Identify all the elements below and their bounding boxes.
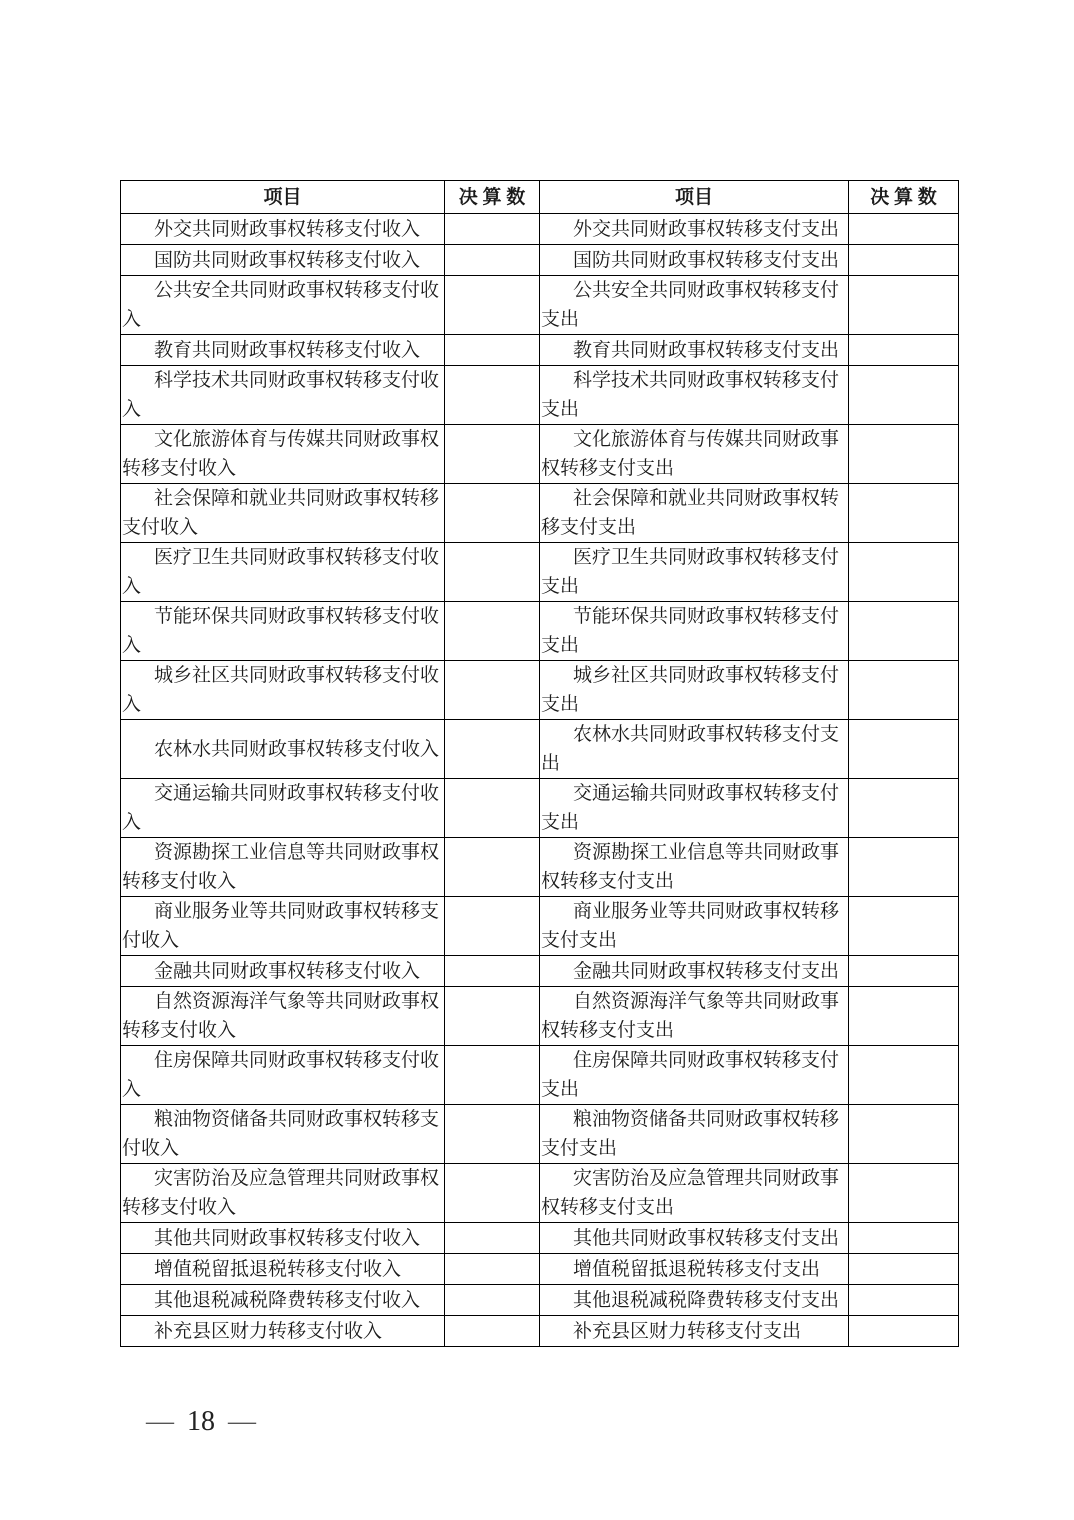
item-cell-expense: 增值税留抵退税转移支付支出 [540,1254,849,1285]
item-cell-income: 交通运输共同财政事权转移支付收入 [121,779,445,838]
page-number [146,1406,256,1438]
header-item-right: 项目 [540,181,849,214]
table-row [121,987,959,1046]
item-cell-income: 其他退税减税降费转移支付收入 [121,1285,445,1316]
table-row [121,335,959,366]
item-cell-expense: 粮油物资储备共同财政事权转移支付支出 [540,1105,849,1164]
item-cell-income: 农林水共同财政事权转移支付收入 [121,720,445,779]
item-cell-income: 城乡社区共同财政事权转移支付收入 [121,661,445,720]
item-cell-expense: 补充县区财力转移支付支出 [540,1316,849,1347]
value-cell-income [445,366,540,425]
value-cell-income [445,1254,540,1285]
table-row [121,484,959,543]
item-cell-expense: 住房保障共同财政事权转移支付支出 [540,1046,849,1105]
value-cell-expense [849,1254,959,1285]
value-cell-expense [849,987,959,1046]
item-cell-income: 自然资源海洋气象等共同财政事权转移支付收入 [121,987,445,1046]
item-cell-expense: 教育共同财政事权转移支付支出 [540,335,849,366]
value-cell-expense [849,602,959,661]
value-cell-income [445,897,540,956]
header-final-amount-right: 决 算 数 [849,181,959,214]
page-number-value: 18 [187,1406,215,1437]
item-cell-expense: 自然资源海洋气象等共同财政事权转移支付支出 [540,987,849,1046]
value-cell-expense [849,838,959,897]
value-cell-expense [849,897,959,956]
table-row [121,214,959,245]
value-cell-income [445,1223,540,1254]
item-cell-expense: 社会保障和就业共同财政事权转移支付支出 [540,484,849,543]
item-cell-income: 社会保障和就业共同财政事权转移支付收入 [121,484,445,543]
value-cell-expense [849,720,959,779]
value-cell-expense [849,1046,959,1105]
value-cell-expense [849,779,959,838]
item-cell-income: 资源勘探工业信息等共同财政事权转移支付收入 [121,838,445,897]
value-cell-income [445,543,540,602]
item-cell-income: 节能环保共同财政事权转移支付收入 [121,602,445,661]
item-cell-income: 教育共同财政事权转移支付收入 [121,335,445,366]
table-header [121,181,959,214]
item-cell-expense: 科学技术共同财政事权转移支付支出 [540,366,849,425]
table-row [121,661,959,720]
item-cell-income: 商业服务业等共同财政事权转移支付收入 [121,897,445,956]
item-cell-income: 补充县区财力转移支付收入 [121,1316,445,1347]
value-cell-expense [849,543,959,602]
item-cell-expense: 金融共同财政事权转移支付支出 [540,956,849,987]
table-row [121,366,959,425]
table-row [121,1046,959,1105]
item-cell-expense: 外交共同财政事权转移支付支出 [540,214,849,245]
value-cell-income [445,484,540,543]
value-cell-expense [849,245,959,276]
value-cell-expense [849,1223,959,1254]
table-row [121,1105,959,1164]
table-body [121,214,959,1347]
table-row [121,1285,959,1316]
value-cell-expense [849,335,959,366]
item-cell-expense: 城乡社区共同财政事权转移支付支出 [540,661,849,720]
table-row [121,543,959,602]
table-row [121,602,959,661]
table-header-row [121,181,959,214]
value-cell-expense [849,1285,959,1316]
item-cell-expense: 商业服务业等共同财政事权转移支付支出 [540,897,849,956]
item-cell-income: 文化旅游体育与传媒共同财政事权转移支付收入 [121,425,445,484]
table-row [121,245,959,276]
table-row [121,276,959,335]
item-cell-income: 灾害防治及应急管理共同财政事权转移支付收入 [121,1164,445,1223]
item-cell-income: 粮油物资储备共同财政事权转移支付收入 [121,1105,445,1164]
item-cell-income: 医疗卫生共同财政事权转移支付收入 [121,543,445,602]
item-cell-expense: 交通运输共同财政事权转移支付支出 [540,779,849,838]
item-cell-expense: 灾害防治及应急管理共同财政事权转移支付支出 [540,1164,849,1223]
table-row [121,1223,959,1254]
item-cell-expense: 节能环保共同财政事权转移支付支出 [540,602,849,661]
item-cell-income: 国防共同财政事权转移支付收入 [121,245,445,276]
value-cell-expense [849,425,959,484]
value-cell-income [445,956,540,987]
value-cell-income [445,661,540,720]
item-cell-expense: 其他退税减税降费转移支付支出 [540,1285,849,1316]
value-cell-income [445,1316,540,1347]
table-row [121,1164,959,1223]
item-cell-expense: 医疗卫生共同财政事权转移支付支出 [540,543,849,602]
item-cell-expense: 资源勘探工业信息等共同财政事权转移支付支出 [540,838,849,897]
table-row [121,1254,959,1285]
table-row [121,956,959,987]
value-cell-income [445,425,540,484]
value-cell-income [445,245,540,276]
item-cell-income: 增值税留抵退税转移支付收入 [121,1254,445,1285]
value-cell-expense [849,661,959,720]
transfer-payment-table [120,180,959,1347]
value-cell-income [445,1285,540,1316]
value-cell-income [445,214,540,245]
item-cell-expense: 其他共同财政事权转移支付支出 [540,1223,849,1254]
header-final-amount-left: 决 算 数 [445,181,540,214]
value-cell-expense [849,956,959,987]
table-row [121,838,959,897]
value-cell-income [445,838,540,897]
value-cell-income [445,1164,540,1223]
page-number-dash-right: — [228,1406,256,1437]
value-cell-expense [849,366,959,425]
value-cell-income [445,1046,540,1105]
page-number-dash-left: — [146,1406,174,1437]
value-cell-income [445,335,540,366]
value-cell-income [445,987,540,1046]
item-cell-income: 外交共同财政事权转移支付收入 [121,214,445,245]
item-cell-income: 其他共同财政事权转移支付收入 [121,1223,445,1254]
value-cell-expense [849,1164,959,1223]
table-row [121,779,959,838]
item-cell-expense: 农林水共同财政事权转移支付支出 [540,720,849,779]
value-cell-expense [849,276,959,335]
value-cell-expense [849,1316,959,1347]
table-row [121,720,959,779]
item-cell-income: 住房保障共同财政事权转移支付收入 [121,1046,445,1105]
value-cell-income [445,602,540,661]
value-cell-income [445,276,540,335]
table-row [121,1316,959,1347]
value-cell-expense [849,484,959,543]
item-cell-expense: 公共安全共同财政事权转移支付支出 [540,276,849,335]
value-cell-expense [849,214,959,245]
header-item-left: 项目 [121,181,445,214]
value-cell-income [445,720,540,779]
item-cell-expense: 国防共同财政事权转移支付支出 [540,245,849,276]
value-cell-expense [849,1105,959,1164]
item-cell-income: 科学技术共同财政事权转移支付收入 [121,366,445,425]
item-cell-expense: 文化旅游体育与传媒共同财政事权转移支付支出 [540,425,849,484]
table-row [121,425,959,484]
item-cell-income: 公共安全共同财政事权转移支付收入 [121,276,445,335]
table-row [121,897,959,956]
item-cell-income: 金融共同财政事权转移支付收入 [121,956,445,987]
value-cell-income [445,1105,540,1164]
value-cell-income [445,779,540,838]
